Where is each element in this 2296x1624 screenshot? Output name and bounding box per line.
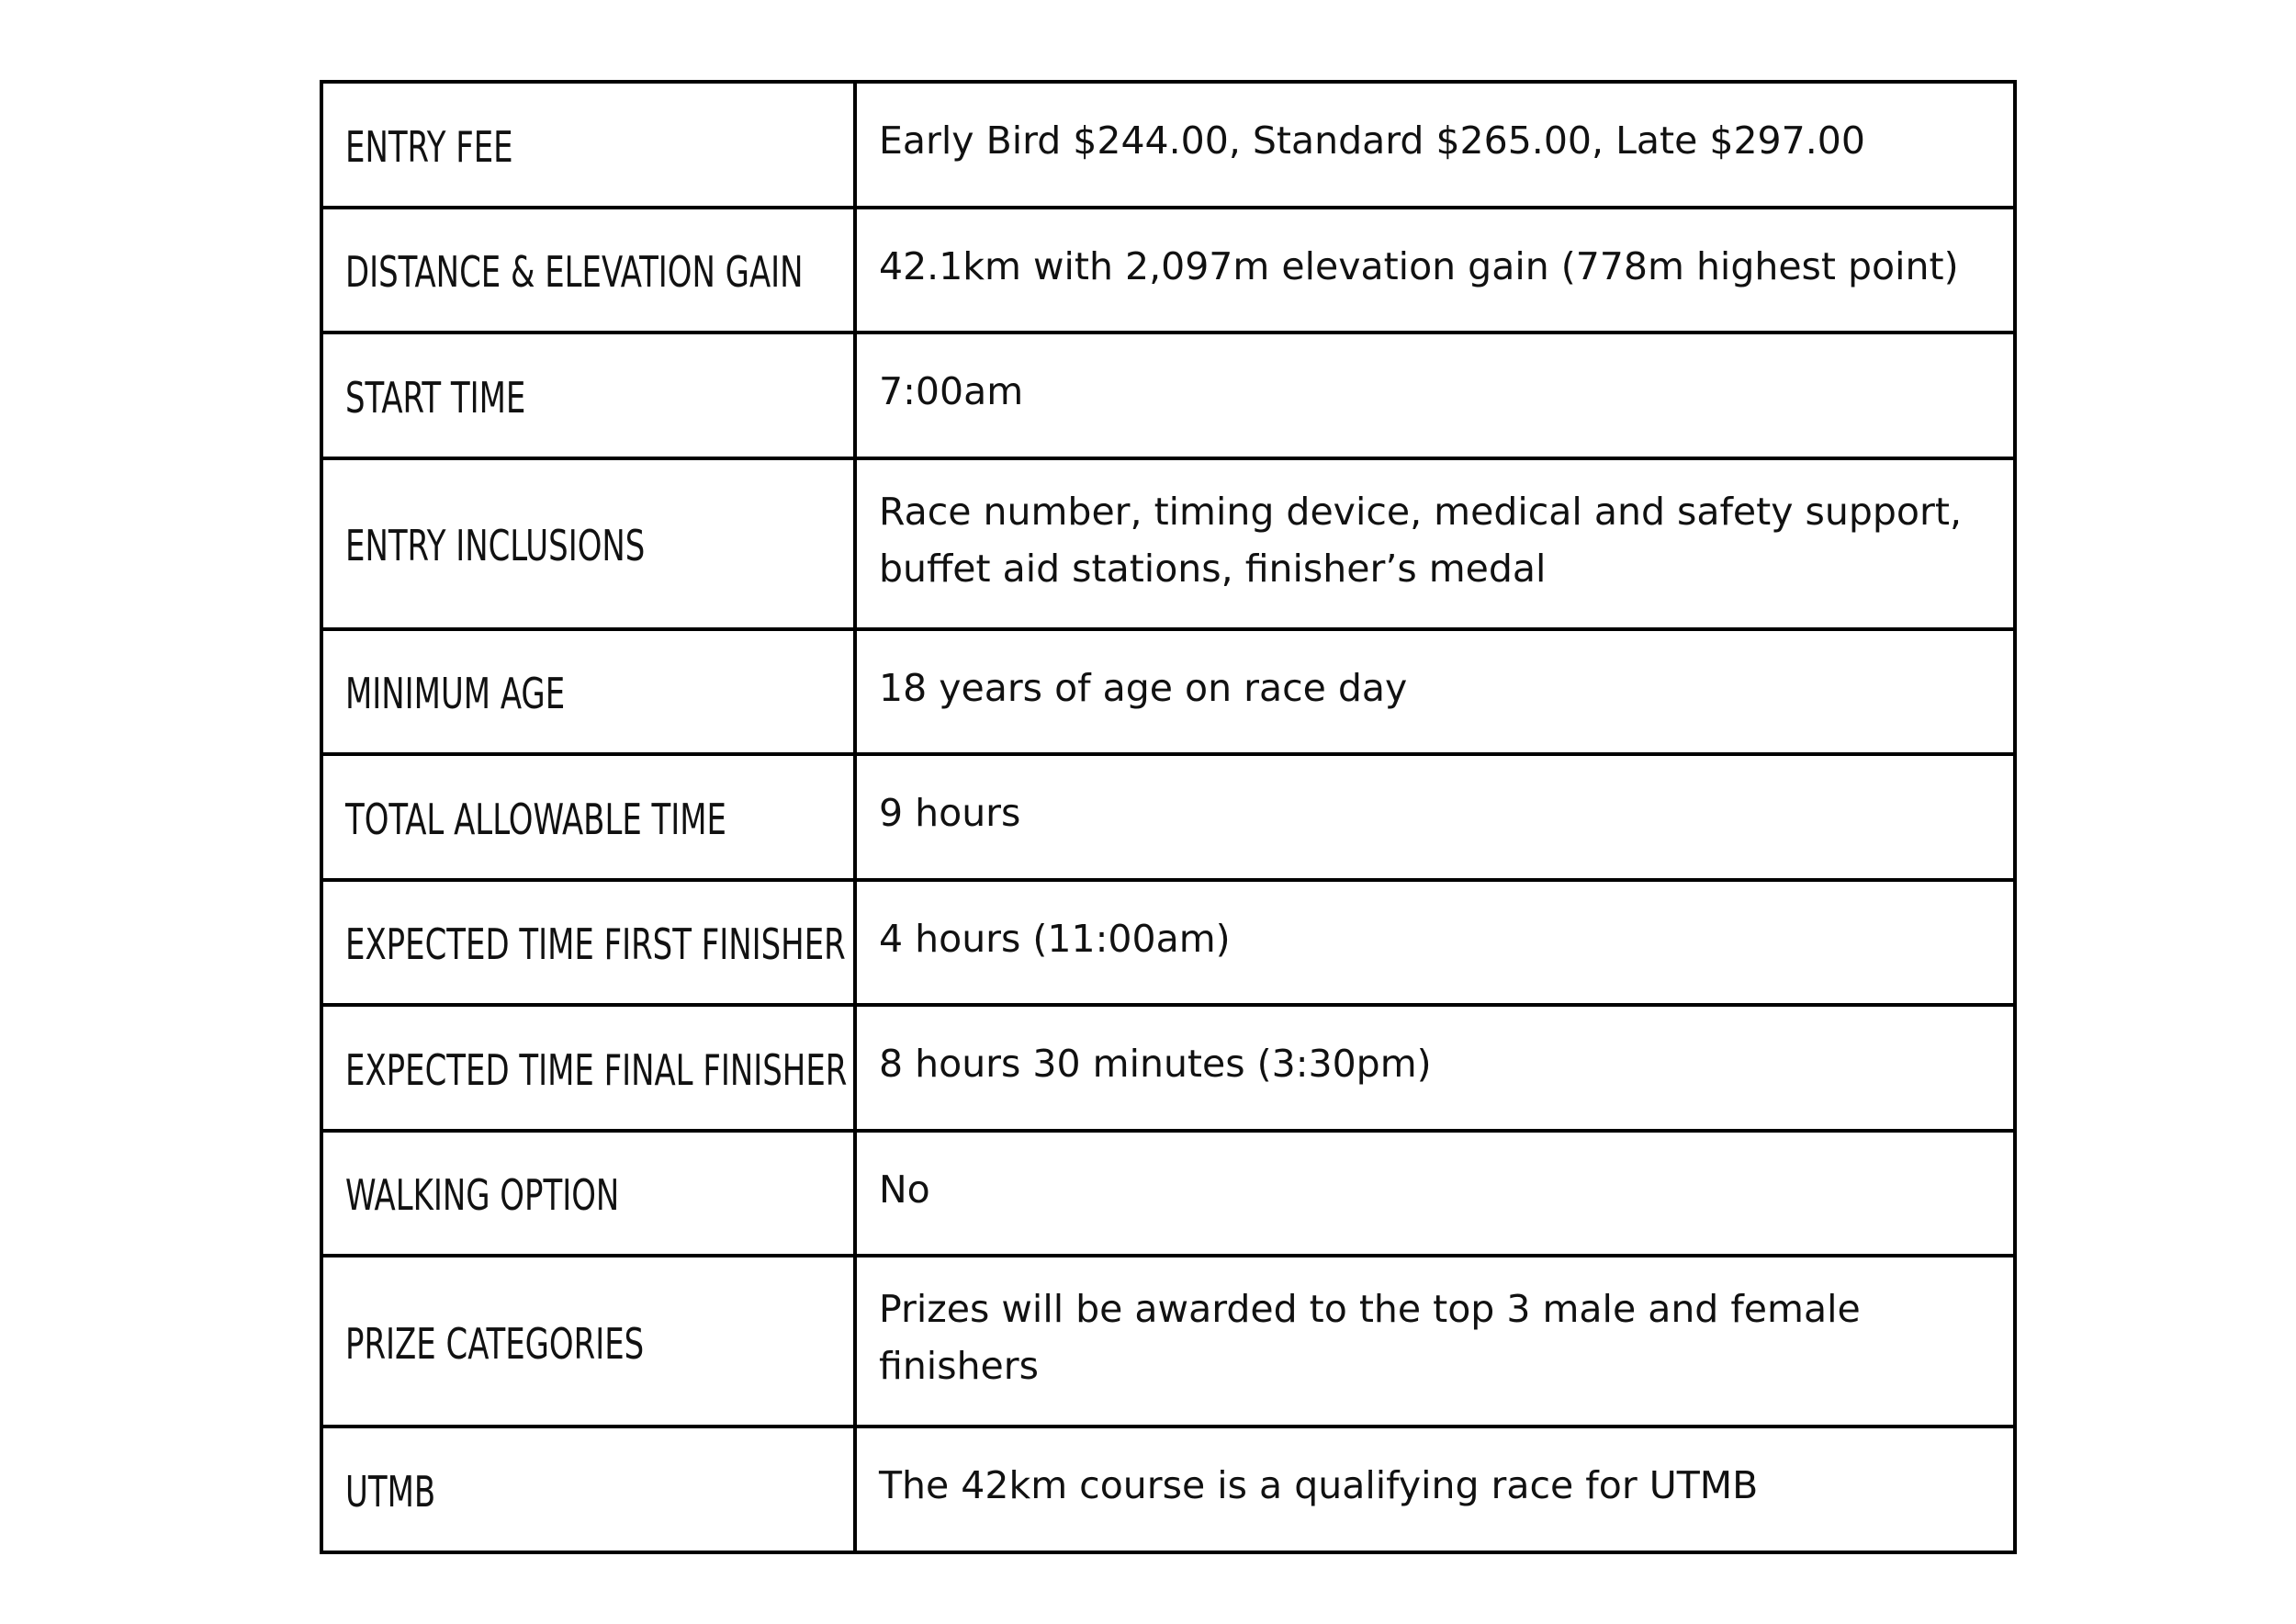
row-label: ENTRY INCLUSIONS	[345, 521, 646, 571]
table-row-walking-option	[321, 1131, 2015, 1257]
row-label: ENTRY FEE	[345, 121, 513, 172]
row-value: 7:00am	[879, 369, 1024, 414]
row-value-cell	[855, 1005, 2015, 1131]
table-row-final-finisher	[321, 1005, 2015, 1131]
row-label: START TIME	[345, 372, 526, 423]
row-label: TOTAL ALLOWABLE TIME	[345, 794, 726, 844]
row-label: EXPECTED TIME FIRST FINISHER	[345, 919, 846, 970]
row-value: 8 hours 30 minutes (3:30pm)	[879, 1042, 1432, 1087]
row-label-cell	[321, 1131, 855, 1257]
row-value: 18 years of age on race day	[879, 665, 1408, 710]
row-label: MINIMUM AGE	[345, 669, 566, 719]
row-value-cell	[855, 1131, 2015, 1257]
row-value-cell	[855, 880, 2015, 1006]
row-value-cell	[855, 629, 2015, 755]
row-label: PRIZE CATEGORIES	[345, 1318, 645, 1369]
row-value-cell	[855, 1427, 2015, 1552]
row-value-cell	[855, 1256, 2015, 1427]
row-label-cell	[321, 629, 855, 755]
row-label-cell	[321, 458, 855, 629]
row-label-cell	[321, 1005, 855, 1131]
row-value: No	[879, 1167, 930, 1212]
row-label: UTMB	[345, 1466, 436, 1517]
row-label-cell	[321, 1256, 855, 1427]
row-label: DISTANCE & ELEVATION GAIN	[345, 247, 804, 298]
row-label-cell	[321, 208, 855, 333]
table-row-total-time	[321, 754, 2015, 880]
race-info-table	[320, 80, 2017, 1554]
row-value: 42.1km with 2,097m elevation gain (778m highest point)	[879, 243, 1959, 288]
row-label-cell	[321, 333, 855, 458]
row-value: The 42km course is a qualifying race for UTMB	[879, 1463, 1759, 1508]
row-value: 4 hours (11:00am)	[879, 916, 1231, 961]
row-label: EXPECTED TIME FINAL FINISHER	[345, 1044, 848, 1095]
row-value: Prizes will be awarded to the top 3 male and female finishers	[879, 1287, 1861, 1388]
row-label-cell	[321, 754, 855, 880]
row-label-cell	[321, 1427, 855, 1552]
row-value: Race number, timing device, medical and safety support, buffet aid stations, finisher’s medal	[879, 489, 1962, 591]
row-label-cell	[321, 880, 855, 1006]
table-row-entry-inclusions	[321, 458, 2015, 629]
row-value: 9 hours	[879, 791, 1021, 836]
table-row-minimum-age	[321, 629, 2015, 755]
table-row-prize-categories	[321, 1256, 2015, 1427]
row-label: WALKING OPTION	[345, 1170, 620, 1221]
row-value: Early Bird $244.00, Standard $265.00, Late $297.00	[879, 118, 1865, 164]
row-value-cell	[855, 754, 2015, 880]
row-label-cell	[321, 82, 855, 208]
table-row-start-time	[321, 333, 2015, 458]
row-value-cell	[855, 208, 2015, 333]
table-row-utmb	[321, 1427, 2015, 1552]
table-row-entry-fee	[321, 82, 2015, 208]
row-value-cell	[855, 333, 2015, 458]
table-row-distance	[321, 208, 2015, 333]
table-row-first-finisher	[321, 880, 2015, 1006]
row-value-cell	[855, 82, 2015, 208]
row-value-cell	[855, 458, 2015, 629]
